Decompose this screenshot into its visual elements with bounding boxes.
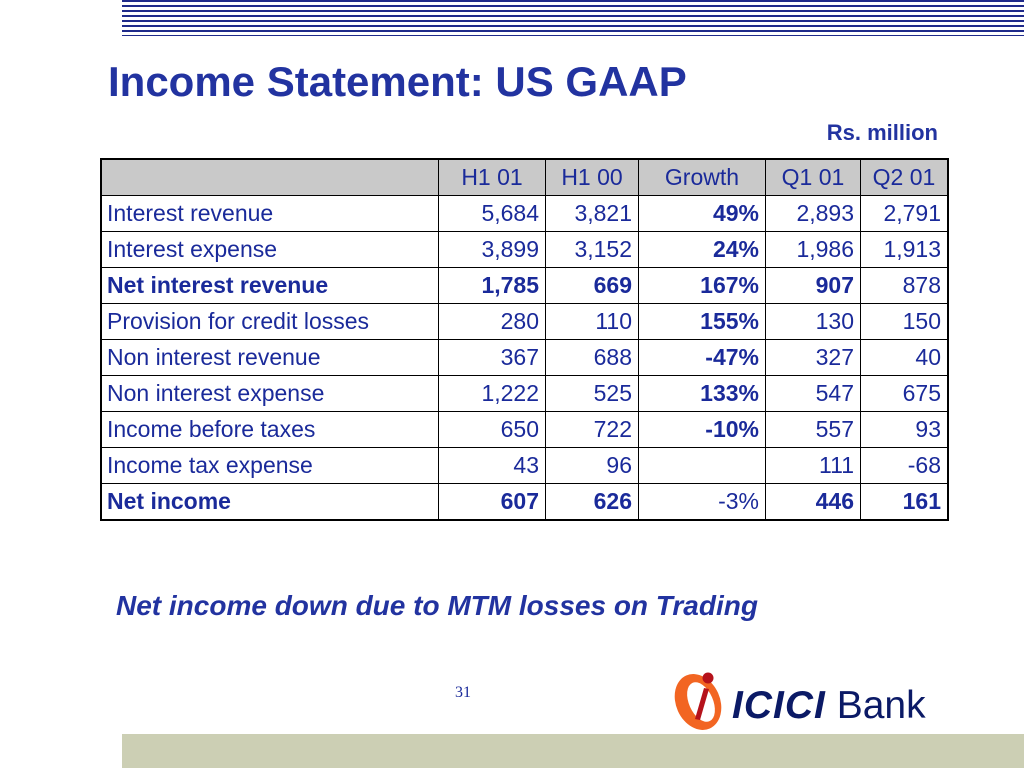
- units-label: Rs. million: [826, 120, 938, 145]
- row-label: Income before taxes: [101, 412, 439, 448]
- row-label: Non interest revenue: [101, 340, 439, 376]
- table-row: [101, 412, 948, 448]
- table-row: [101, 196, 948, 232]
- row-label: Non interest expense: [101, 376, 439, 412]
- cell-h1-00: 110: [546, 304, 639, 340]
- table-row: [101, 304, 948, 340]
- cell-q2-01: 93: [861, 412, 949, 448]
- table-row: [101, 268, 948, 304]
- cell-h1-00: 626: [546, 484, 639, 521]
- page-title: Income Statement: US GAAP: [108, 58, 687, 105]
- cell-q2-01: 161: [861, 484, 949, 521]
- cell-h1-01: 650: [439, 412, 546, 448]
- cell-q1-01: 557: [766, 412, 861, 448]
- footer-band: [122, 734, 1024, 768]
- column-header-h1-01: H1 01: [439, 159, 546, 196]
- page-number: 31: [455, 684, 471, 701]
- cell-h1-00: 3,821: [546, 196, 639, 232]
- header-stripes: [122, 0, 1024, 36]
- cell-q1-01: 446: [766, 484, 861, 521]
- cell-h1-00: 688: [546, 340, 639, 376]
- column-header-label: [101, 159, 439, 196]
- table-header-row: [101, 159, 948, 196]
- cell-growth: 167%: [639, 268, 766, 304]
- column-header-q2-01: Q2 01: [861, 159, 949, 196]
- row-label: Provision for credit losses: [101, 304, 439, 340]
- logo-suffix: Bank: [836, 684, 926, 727]
- cell-growth: -3%: [639, 484, 766, 521]
- cell-h1-01: 43: [439, 448, 546, 484]
- cell-h1-00: 669: [546, 268, 639, 304]
- cell-q2-01: 878: [861, 268, 949, 304]
- table-row: [101, 232, 948, 268]
- cell-q2-01: 1,913: [861, 232, 949, 268]
- cell-h1-00: 722: [546, 412, 639, 448]
- cell-q1-01: 907: [766, 268, 861, 304]
- cell-h1-01: 1,785: [439, 268, 546, 304]
- column-header-h1-00: H1 00: [546, 159, 639, 196]
- row-label: Net interest revenue: [101, 268, 439, 304]
- icici-emblem-icon: [668, 664, 732, 734]
- row-label: Net income: [101, 484, 439, 521]
- cell-growth: -47%: [639, 340, 766, 376]
- cell-h1-01: 280: [439, 304, 546, 340]
- cell-q2-01: 2,791: [861, 196, 949, 232]
- cell-q1-01: 130: [766, 304, 861, 340]
- row-label: Interest expense: [101, 232, 439, 268]
- cell-growth: 133%: [639, 376, 766, 412]
- cell-h1-01: 607: [439, 484, 546, 521]
- cell-growth: -10%: [639, 412, 766, 448]
- logo-wordmark: [732, 684, 926, 728]
- column-header-growth: Growth: [639, 159, 766, 196]
- cell-q1-01: 111: [766, 448, 861, 484]
- cell-q1-01: 2,893: [766, 196, 861, 232]
- column-header-q1-01: Q1 01: [766, 159, 861, 196]
- table-row: [101, 340, 948, 376]
- cell-h1-01: 5,684: [439, 196, 546, 232]
- cell-q1-01: 327: [766, 340, 861, 376]
- cell-q2-01: 675: [861, 376, 949, 412]
- income-statement-table: [100, 158, 949, 521]
- cell-h1-01: 1,222: [439, 376, 546, 412]
- cell-growth: 155%: [639, 304, 766, 340]
- cell-q1-01: 1,986: [766, 232, 861, 268]
- row-label: Interest revenue: [101, 196, 439, 232]
- cell-q2-01: 40: [861, 340, 949, 376]
- cell-q2-01: 150: [861, 304, 949, 340]
- cell-q2-01: -68: [861, 448, 949, 484]
- cell-h1-01: 367: [439, 340, 546, 376]
- table-row: [101, 448, 948, 484]
- logo-brand: ICICI: [732, 684, 826, 727]
- cell-growth: [639, 448, 766, 484]
- cell-h1-00: 525: [546, 376, 639, 412]
- cell-h1-00: 96: [546, 448, 639, 484]
- table-row: [101, 484, 948, 521]
- cell-growth: 49%: [639, 196, 766, 232]
- cell-q1-01: 547: [766, 376, 861, 412]
- cell-h1-00: 3,152: [546, 232, 639, 268]
- cell-h1-01: 3,899: [439, 232, 546, 268]
- summary-note: Net income down due to MTM losses on Trading: [116, 590, 758, 621]
- cell-growth: 24%: [639, 232, 766, 268]
- icici-bank-logo: [668, 664, 980, 734]
- table-row: [101, 376, 948, 412]
- row-label: Income tax expense: [101, 448, 439, 484]
